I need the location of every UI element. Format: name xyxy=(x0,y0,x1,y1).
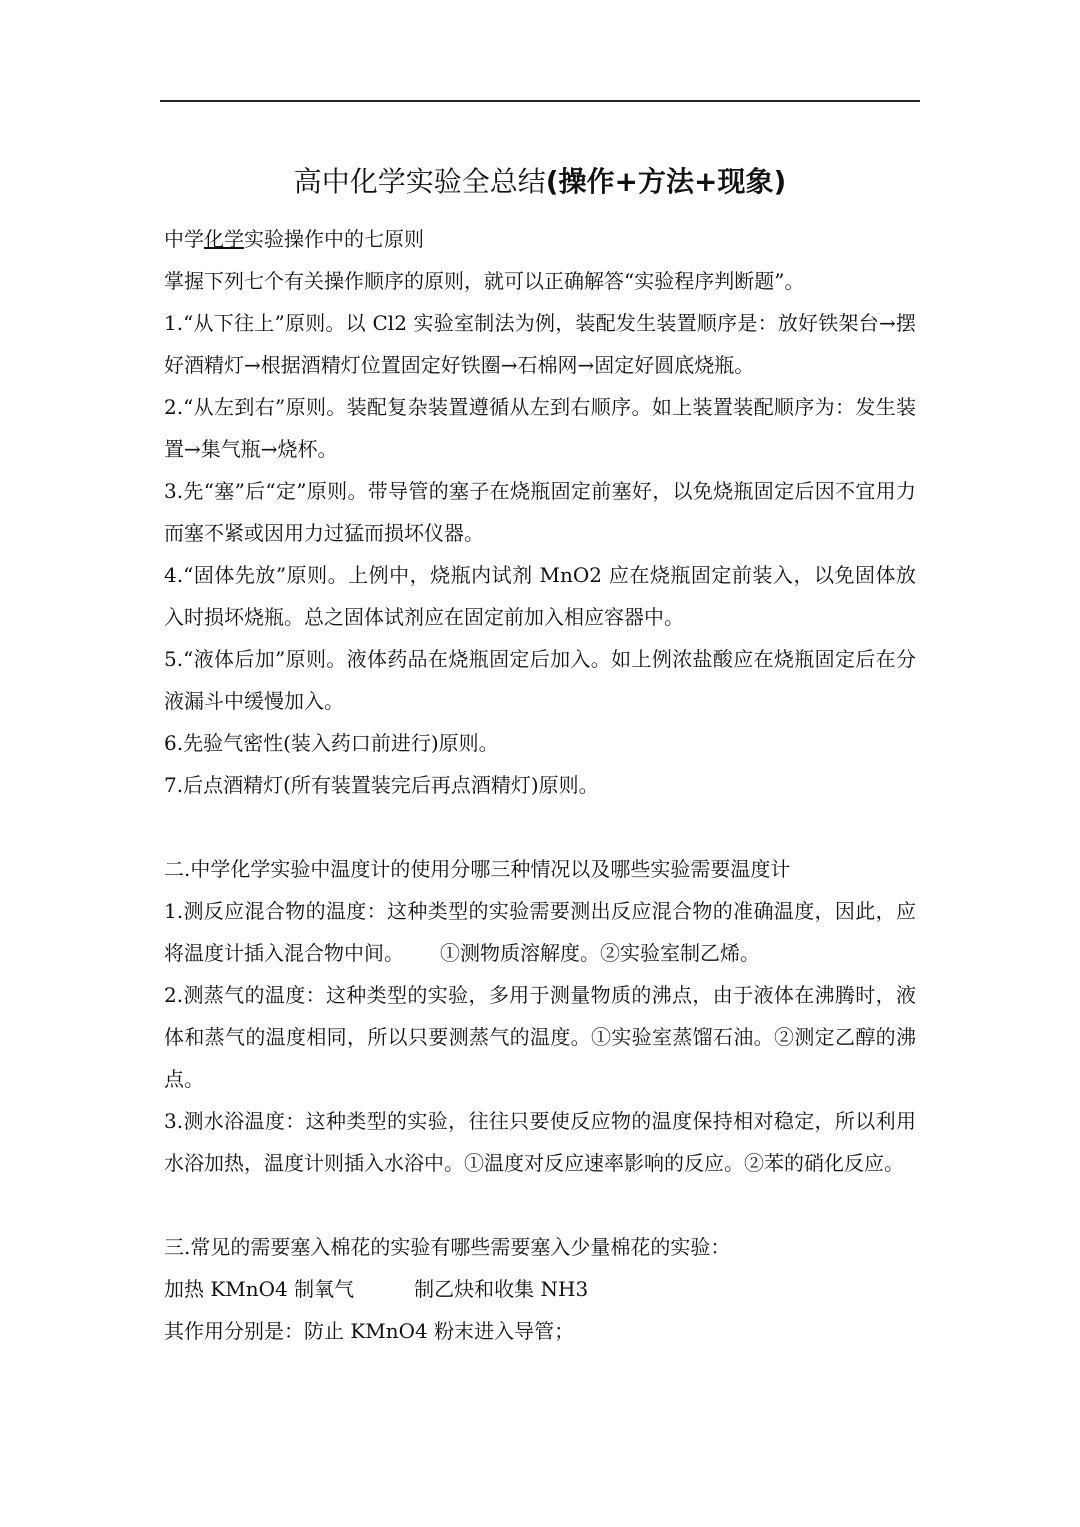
document-title-subtitle: (操作+方法+现象) xyxy=(545,165,787,198)
section2-heading: 二.中学化学实验中温度计的使用分哪三种情况以及哪些实验需要温度计 xyxy=(164,857,791,881)
thermometer-item-2: 2.测蒸气的温度：这种类型的实验，多用于测量物质的沸点，由于液体在沸腾时，液体和蒸气的温度相同，所以只要测蒸气的温度。①实验室蒸馏石油。②测定乙醇的沸点。 xyxy=(164,983,916,1091)
section1-heading: 中学化学实验操作中的七原则 xyxy=(164,227,424,251)
document-title-main: 高中化学实验全总结 xyxy=(293,165,546,198)
cotton-example-acetylene: 制乙炔和收集 NH3 xyxy=(414,1277,589,1301)
rule-7: 7.后点酒精灯(所有装置装完后再点酒精灯)原则。 xyxy=(164,773,599,797)
document-title xyxy=(160,158,920,206)
thermometer-item-1-examples: ①测物质溶解度。②实验室制乙烯。 xyxy=(440,941,760,965)
thermometer-item-1: 1.测反应混合物的温度：这种类型的实验需要测出反应混合物的准确温度，因此，应将温度计插入混合物中间。 ①测物质溶解度。②实验室制乙烯。 xyxy=(164,899,916,965)
cotton-example-kmno4: 加热 KMnO4 制氧气 xyxy=(164,1277,355,1301)
section3-heading: 三.常见的需要塞入棉花的实验有哪些需要塞入少量棉花的实验： xyxy=(164,1235,731,1259)
rule-2: 2.“从左到右”原则。装配复杂装置遵循从左到右顺序。如上装置装配顺序为：发生装置→集气瓶→烧杯。 xyxy=(164,395,916,461)
document-body xyxy=(164,218,916,1352)
cotton-effect: 其作用分别是：防止 KMnO4 粉末进入导管； xyxy=(164,1319,575,1343)
rule-6: 6.先验气密性(装入药口前进行)原则。 xyxy=(164,731,499,755)
underlined-keyword: 化学 xyxy=(204,227,244,251)
rule-3: 3.先“塞”后“定”原则。带导管的塞子在烧瓶固定前塞好，以免烧瓶固定后因不宜用力而塞不紧或因用力过猛而损坏仪器。 xyxy=(164,479,916,545)
cotton-examples xyxy=(164,1268,916,1310)
rule-4: 4.“固体先放”原则。上例中，烧瓶内试剂 MnO2 应在烧瓶固定前装入，以免固体放入时损坏烧瓶。总之固体试剂应在固定前加入相应容器中。 xyxy=(164,563,916,629)
section-spacer xyxy=(164,1184,916,1226)
section-spacer xyxy=(164,806,916,848)
section1-intro: 掌握下列七个有关操作顺序的原则，就可以正确解答“实验程序判断题”。 xyxy=(164,269,805,293)
rule-5: 5.“液体后加”原则。液体药品在烧瓶固定后加入。如上例浓盐酸应在烧瓶固定后在分液漏斗中缓慢加入。 xyxy=(164,647,916,713)
thermometer-item-3: 3.测水浴温度：这种类型的实验，往往只要使反应物的温度保持相对稳定，所以利用水浴加热，温度计则插入水浴中。①温度对反应速率影响的反应。②苯的硝化反应。 xyxy=(164,1109,916,1175)
rule-1: 1.“从下往上”原则。以 Cl2 实验室制法为例，装配发生装置顺序是：放好铁架台→摆好酒精灯→根据酒精灯位置固定好铁圈→石棉网→固定好圆底烧瓶。 xyxy=(164,311,916,377)
header-rule xyxy=(160,100,920,102)
